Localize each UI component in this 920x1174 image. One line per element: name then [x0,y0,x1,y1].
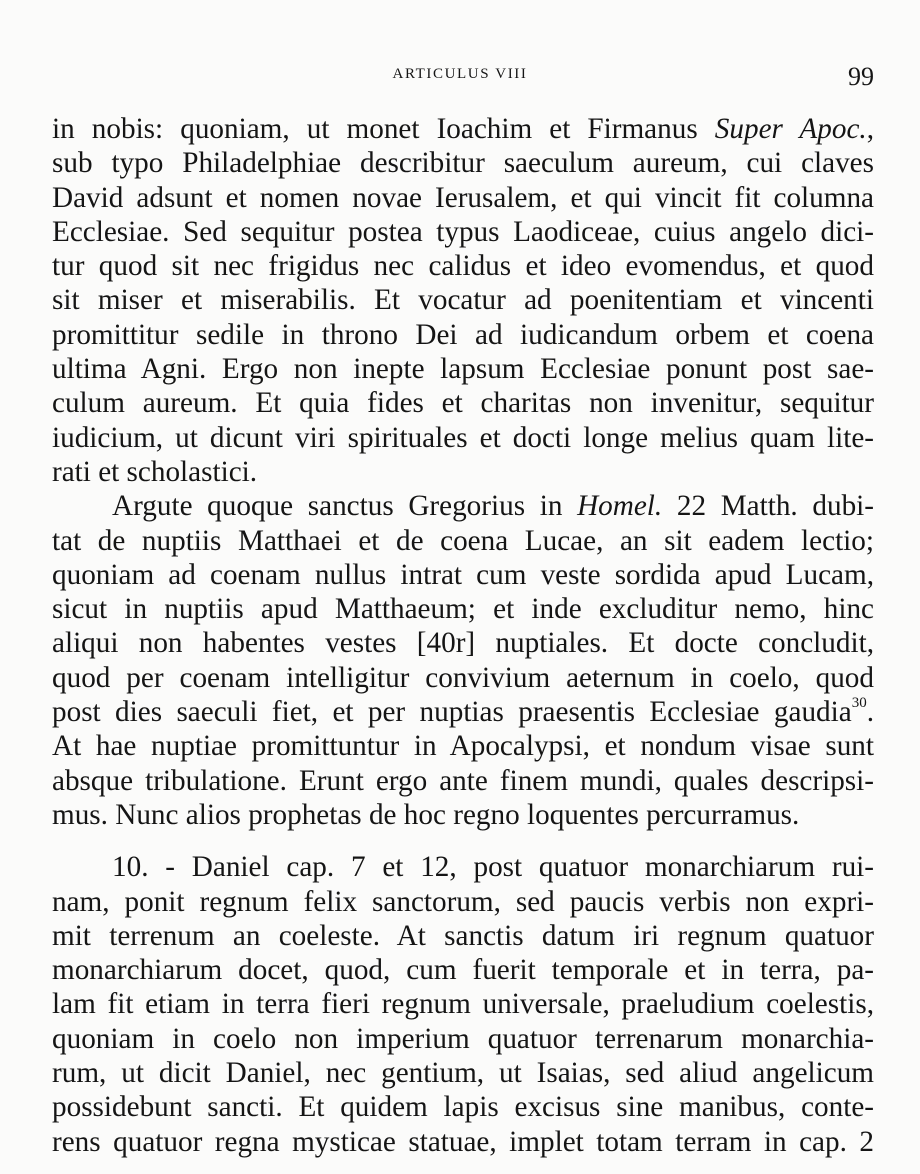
text-line: promittitur sedile in throno Dei ad iudicandum orbem et coena [52,318,874,351]
text-line: aliqui non habentes vestes [40r] nuptiales. Et docte concludit, [52,627,874,660]
text-line: culum aureum. Et quia fides et charitas non invenitur, sequitur [52,387,874,420]
text-line: possidebunt sancti. Et quidem lapis excisus sine manibus, conte- [52,1091,874,1124]
text-line: tur quod sit nec frigidus nec calidus et ideo evomendus, et quod [52,250,874,283]
page-number: 99 [848,62,874,91]
text-line: in nobis: quoniam, ut monet Ioachim et Firmanus Super Apoc., [52,113,874,145]
text-line: ultima Agni. Ergo non inepte lapsum Ecclesiae ponunt post sae- [52,353,874,386]
text-line: sub typo Philadelphiae describitur saeculum aureum, cui claves [52,147,874,180]
text-line: sit miser et miserabilis. Et vocatur ad poenitentiam et vincenti [52,284,874,317]
text-line: quoniam in coelo non imperium quatuor terrenarum monarchia- [52,1022,874,1055]
text-line: quod per coenam intelligitur convivium aeternum in coelo, quod [52,661,874,694]
text-line: sicut in nuptiis apud Matthaeum; et inde excluditur nemo, hinc [52,593,874,626]
paragraph-spacer [52,832,874,850]
text-line: tat de nuptiis Matthaei et de coena Lucae, an sit eadem lectio; [52,524,874,557]
body-text [52,112,874,1159]
running-head [0,62,920,91]
paragraph-2 [52,489,874,832]
text-line: nam, ponit regnum felix sanctorum, sed paucis verbis non expri- [52,885,874,918]
text-line: Ecclesiae. Sed sequitur postea typus Laodiceae, cuius angelo dici- [52,215,874,248]
italic-citation: Homel. [577,490,663,523]
paragraph-1 [52,112,874,489]
text-line: rati et scholastici. [52,455,258,488]
text-line: David adsunt et nomen novae Ierusalem, et qui vincit fit columna [52,181,874,214]
text-line: rum, ut dicit Daniel, nec gentium, ut Isaias, sed aliud angelicum [52,1057,874,1090]
text-line: Argute quoque sanctus Gregorius in Homel. 22 Matth. dubi- [112,490,874,523]
paragraph-3 [52,850,874,1159]
text-line: mit terrenum an coeleste. At sanctis datum iri regnum quatuor [52,919,874,952]
text-line: rens quatuor regna mysticae statuae, implet totam terram in cap. 2 [52,1125,874,1158]
footnote-reference: 30 [851,695,867,712]
text-line: 10. - Daniel cap. 7 et 12, post quatuor monarchiarum rui- [112,851,874,884]
text-line: quoniam ad coenam nullus intrat cum veste sordida apud Lucam, [52,558,874,591]
text-line: post dies saeculi fiet, et per nuptias praesentis Ecclesiae gaudia$^{30}$. [52,695,874,729]
text-line: absque tribulatione. Erunt ergo ante finem mundi, quales descripsi- [52,764,874,797]
text-line: lam fit etiam in terra fieri regnum universale, praeludium coelestis, [52,988,874,1021]
italic-citation: Super Apoc. [714,113,867,145]
text-line: mus. Nunc alios prophetas de hoc regno loquentes percurramus. [52,798,800,831]
text-line: iudicium, ut dicunt viri spirituales et docti longe melius quam lite- [52,421,874,454]
text-line: monarchiarum docet, quod, cum fuerit temporale et in terra, pa- [52,954,874,987]
text-line: At hae nuptiae promittuntur in Apocalypsi, et nondum visae sunt [52,730,874,763]
running-title: ARTICULUS VIII [392,66,528,82]
